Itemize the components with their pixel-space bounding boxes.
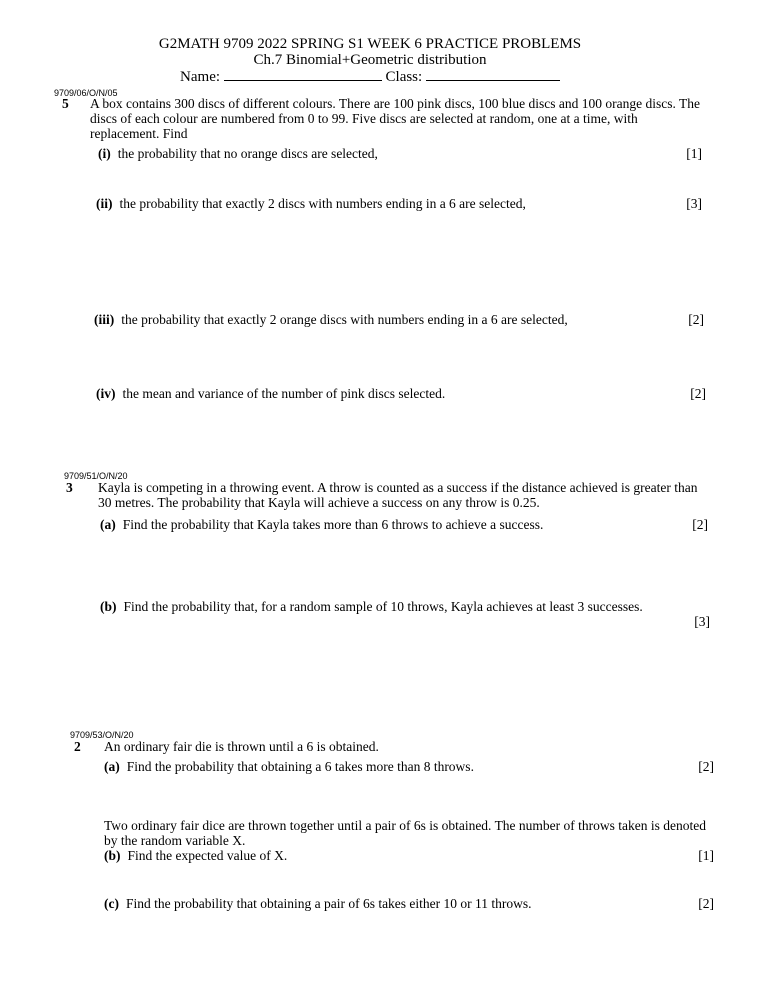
- class-label: Class:: [385, 69, 423, 85]
- q1-part-i: (i) the probability that no orange discs are selected,: [98, 146, 378, 161]
- q3-part-c-marks: [2]: [698, 896, 714, 911]
- q2-part-b-marks: [3]: [694, 614, 710, 629]
- q3-source: 9709/53/O/N/20: [70, 730, 134, 740]
- q1-part-ii-marks: [3]: [686, 196, 702, 211]
- page-subtitle: Ch.7 Binomial+Geometric distribution: [253, 52, 487, 68]
- q3-part-a-marks: [2]: [698, 759, 714, 774]
- q1-part-i-marks: [1]: [686, 146, 702, 161]
- q3-part-a: (a) Find the probability that obtaining a 6 takes more than 8 throws.: [104, 759, 474, 774]
- q1-part-iii-marks: [2]: [688, 312, 704, 327]
- name-class-line: [0, 68, 740, 86]
- page-title: G2MATH 9709 2022 SPRING S1 WEEK 6 PRACTICE PROBLEMS: [158, 36, 582, 52]
- q1-stem: A box contains 300 discs of different colours. There are 100 pink discs, 100 blue discs and 100 orange discs. The discs of each colour are numbered from 0 to 99. Five discs are selected at random, one at a time, with replacement. Find: [90, 96, 701, 141]
- q1-part-iv: (iv) the mean and variance of the number of pink discs selected.: [96, 386, 446, 401]
- q2-part-a: (a) Find the probability that Kayla takes more than 6 throws to achieve a success.: [100, 517, 544, 532]
- q3-part-c: (c) Find the probability that obtaining a pair of 6s takes either 10 or 11 throws.: [104, 896, 532, 911]
- name-field[interactable]: [224, 68, 382, 81]
- class-field[interactable]: [426, 68, 560, 81]
- q1-number: 5: [62, 96, 69, 111]
- name-label: Name:: [180, 69, 221, 85]
- q3-stem: An ordinary fair die is thrown until a 6 is obtained.: [104, 739, 379, 754]
- q3-number: 2: [74, 739, 81, 754]
- q3-part-b: (b) Find the expected value of X.: [104, 848, 288, 863]
- q2-source: 9709/51/O/N/20: [64, 471, 128, 481]
- q2-stem: Kayla is competing in a throwing event. A throw is counted as a success if the distance achieved is greater than 30 metres. The probability that Kayla will achieve a success on any throw is 0.25.: [98, 480, 698, 510]
- q3-part-b-marks: [1]: [698, 848, 714, 863]
- q1-part-iv-marks: [2]: [690, 386, 706, 401]
- q2-part-a-marks: [2]: [692, 517, 708, 532]
- q1-source: 9709/06/O/N/05: [54, 88, 118, 98]
- q2-part-b: (b) Find the probability that, for a random sample of 10 throws, Kayla achieves at least 3 successes.: [100, 599, 643, 614]
- q1-part-ii: (ii) the probability that exactly 2 discs with numbers ending in a 6 are selected,: [96, 196, 526, 211]
- q3-stem-2: Two ordinary fair dice are thrown together until a pair of 6s is obtained. The number of throws taken is denoted by the random variable X.: [104, 818, 707, 848]
- q2-number: 3: [66, 480, 73, 495]
- q1-part-iii: (iii) the probability that exactly 2 orange discs with numbers ending in a 6 are selected,: [94, 312, 568, 327]
